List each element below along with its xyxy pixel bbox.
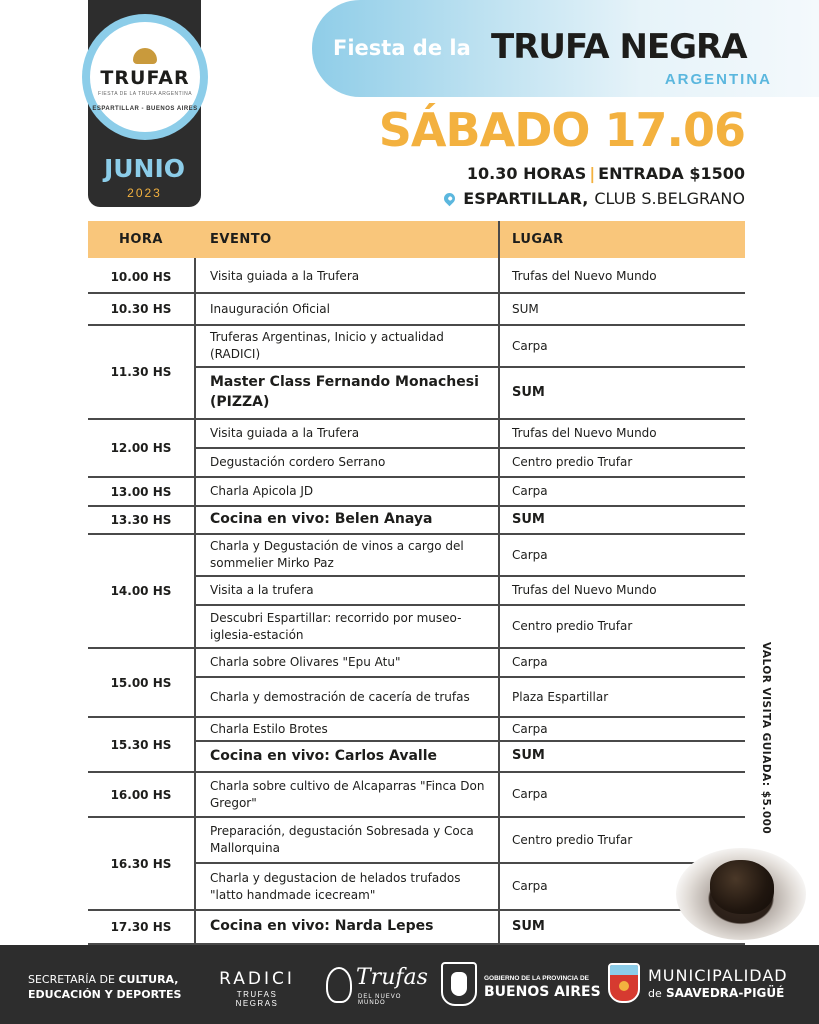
ba-small: GOBIERNO DE LA PROVINCIA DE bbox=[484, 975, 589, 982]
event-cell: Descubri Espartillar: recorrido por museo-iglesia-estación bbox=[210, 610, 462, 642]
entry-price: ENTRADA $1500 bbox=[598, 164, 745, 183]
time-cell: 13.30 HS bbox=[110, 513, 172, 527]
location-pin-icon bbox=[442, 191, 458, 207]
truffle-icon bbox=[133, 48, 157, 64]
time-cell: 16.30 HS bbox=[110, 856, 172, 871]
row-divider bbox=[194, 676, 745, 678]
ba-big: BUENOS AIRES bbox=[484, 984, 601, 1000]
row-divider bbox=[194, 604, 745, 606]
event-time: 10.30 HORAS bbox=[466, 164, 587, 183]
event-cell: Cocina en vivo: Narda Lepes bbox=[210, 918, 434, 935]
time-cell: 10.00 HS bbox=[110, 269, 172, 284]
event-cell: Charla y degustacion de helados trufados "latto handmade icecream" bbox=[210, 870, 461, 902]
muni-place-line bbox=[648, 986, 784, 1000]
event-cell: Charla y Degustación de vinos a cargo del sommelier Mirko Paz bbox=[210, 539, 464, 570]
row-divider bbox=[194, 862, 745, 864]
truffle-photo bbox=[676, 848, 806, 940]
banner-prefix: Fiesta de la bbox=[333, 36, 471, 60]
place-cell: SUM bbox=[512, 384, 545, 400]
event-cell: Charla Estilo Brotes bbox=[210, 721, 328, 736]
event-cell: Master Class Fernando Monachesi (PIZZA) bbox=[210, 374, 479, 410]
place-cell: Trufas del Nuevo Mundo bbox=[512, 583, 657, 598]
place-cell: SUM bbox=[512, 918, 545, 934]
place-cell: Trufas del Nuevo Mundo bbox=[512, 269, 657, 284]
badge-month: JUNIO bbox=[103, 154, 186, 183]
muni-place: SAAVEDRA-PIGÜÉ bbox=[665, 986, 785, 1000]
place-cell: Carpa bbox=[512, 787, 548, 802]
trufas-name: Trufas bbox=[356, 965, 428, 990]
logo-location: ESPARTILLAR - BUENOS AIRES bbox=[92, 106, 198, 112]
event-cell: Visita guiada a la Trufera bbox=[210, 426, 360, 441]
place-cell: SUM bbox=[512, 301, 539, 316]
municipalidad-logo bbox=[608, 961, 798, 1009]
row-divider bbox=[194, 740, 745, 742]
trufas-sub: DEL NUEVO MUNDO bbox=[358, 994, 402, 1006]
event-cell: Cocina en vivo: Belen Anaya bbox=[210, 511, 433, 528]
logo-name: TRUFAR bbox=[100, 67, 190, 89]
logo-subtitle: FIESTA DE LA TRUFA ARGENTINA bbox=[97, 91, 193, 97]
place-cell: Trufas del Nuevo Mundo bbox=[512, 426, 657, 441]
event-cell: Truferas Argentinas, Inicio y actualidad (RADICI) bbox=[210, 330, 444, 361]
column-divider bbox=[498, 221, 500, 944]
time-cell: 11.30 HS bbox=[110, 365, 172, 379]
event-cell: Visita guiada a la Trufera bbox=[210, 269, 360, 284]
location-venue: CLUB S.BELGRANO bbox=[594, 189, 745, 208]
table-header bbox=[88, 221, 745, 258]
time-cell: 13.00 HS bbox=[110, 484, 172, 499]
event-cell: Inauguración Oficial bbox=[210, 301, 330, 316]
time-cell: 17.30 HS bbox=[110, 920, 172, 934]
row-divider bbox=[194, 575, 745, 577]
time-cell: 15.30 HS bbox=[110, 737, 172, 752]
row-divider bbox=[194, 366, 745, 368]
event-cell: Preparación, degustación Sobresada y Coca Mallorquina bbox=[210, 824, 474, 855]
place-cell: Plaza Espartillar bbox=[512, 689, 609, 704]
badge-year: 2023 bbox=[127, 186, 162, 200]
location-line bbox=[444, 189, 745, 208]
shield-icon bbox=[441, 962, 477, 1006]
place-cell: Centro predio Trufar bbox=[512, 832, 633, 847]
banner-country: ARGENTINA bbox=[664, 71, 772, 88]
logo-inner bbox=[90, 22, 200, 132]
leaf-icon bbox=[326, 967, 352, 1003]
time-cell: 16.00 HS bbox=[110, 787, 172, 802]
banner-title: TRUFA NEGRA bbox=[491, 27, 747, 67]
place-cell: Centro predio Trufar bbox=[512, 619, 633, 634]
place-cell: Carpa bbox=[512, 338, 548, 353]
secretaria-line2: EDUCACIÓN Y DEPORTES bbox=[28, 988, 182, 1002]
time-entry-line bbox=[467, 164, 745, 183]
row-divider bbox=[194, 447, 745, 449]
place-cell: Carpa bbox=[512, 547, 548, 562]
header-lugar: LUGAR bbox=[512, 232, 564, 247]
header-evento: EVENTO bbox=[210, 232, 272, 247]
time-cell: 15.00 HS bbox=[110, 675, 172, 690]
muni-de: de bbox=[648, 987, 662, 1000]
place-cell: SUM bbox=[512, 748, 545, 764]
event-cell: Charla sobre cultivo de Alcaparras "Finca Don Gregor" bbox=[210, 778, 485, 810]
event-cell: Visita a la trufera bbox=[210, 583, 314, 598]
place-cell: Carpa bbox=[512, 879, 548, 894]
sponsors-footer bbox=[0, 945, 819, 1024]
event-cell: Cocina en vivo: Carlos Avalle bbox=[210, 747, 438, 764]
separator: | bbox=[589, 164, 596, 183]
time-cell: 10.30 HS bbox=[110, 302, 172, 316]
radici-name: RADICI bbox=[219, 969, 295, 989]
place-cell: Carpa bbox=[512, 721, 548, 736]
location-place: ESPARTILLAR, bbox=[463, 189, 589, 208]
event-cell: Charla y demostración de cacería de trufas bbox=[210, 689, 470, 704]
secretaria-line1a: SECRETARÍA DE bbox=[28, 973, 119, 986]
event-cell: Degustación cordero Serrano bbox=[210, 455, 386, 470]
day-title: SÁBADO 17.06 bbox=[378, 103, 745, 157]
event-cell: Charla sobre Olivares "Epu Atu" bbox=[210, 655, 401, 670]
place-cell: Carpa bbox=[512, 484, 548, 499]
event-cell: Charla Apicola JD bbox=[210, 484, 314, 499]
time-cell: 14.00 HS bbox=[110, 584, 172, 598]
buenos-aires-logo bbox=[441, 960, 601, 1010]
secretaria-line1b: CULTURA, bbox=[118, 973, 179, 986]
guided-visit-price-note: VALOR VISITA GUIADA: $5.000 bbox=[760, 642, 772, 835]
radici-sub: TRUFAS NEGRAS bbox=[235, 990, 279, 1008]
place-cell: SUM bbox=[512, 511, 545, 527]
trufas-nuevo-mundo-logo bbox=[326, 963, 428, 1007]
column-divider bbox=[194, 258, 196, 944]
header-hora: HORA bbox=[118, 232, 163, 247]
place-cell: Centro predio Trufar bbox=[512, 455, 633, 470]
crest-icon bbox=[608, 963, 640, 1003]
trufar-logo bbox=[82, 14, 208, 140]
muni-name: MUNICIPALIDAD bbox=[648, 966, 788, 985]
radici-logo bbox=[214, 969, 300, 1008]
secretaria-logo bbox=[28, 972, 181, 1003]
time-cell: 12.00 HS bbox=[110, 441, 172, 455]
place-cell: Carpa bbox=[512, 655, 548, 670]
